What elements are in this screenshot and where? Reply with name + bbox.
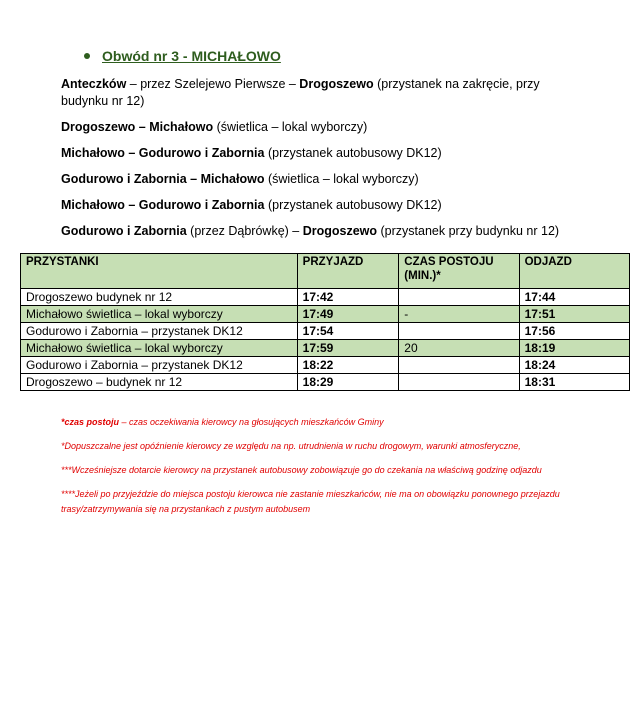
cell-arrival: 17:49 — [297, 306, 399, 323]
footnote-text: ****Jeżeli po przyjeździe do miejsca postoju kierowca nie zastanie mieszkańców, nie ma on obowiązku ponownego przejazdu trasy/zatrzymywania się na przystankach z pustym autobusem — [61, 489, 560, 514]
footnote-text: ***Wcześniejsze dotarcie kierowcy na przystanek autobusowy zobowiązuje go do czekania na właściwą godzinę odjazdu — [61, 465, 542, 475]
table-row — [21, 357, 630, 374]
route-part: (świetlica – lokal wyborczy) — [213, 120, 368, 134]
cell-stop: Godurowo i Zabornia – przystanek DK12 — [21, 357, 298, 374]
heading-text: Obwód nr 3 - MICHAŁOWO — [102, 48, 281, 64]
route-part: (przystanek na zakręcie, przy budynku nr 12) — [61, 77, 540, 108]
route-part: – przez Szelejewo Pierwsze – — [126, 77, 300, 91]
footnote-text: – czas oczekiwania kierowcy na głosujących mieszkańców Gminy — [119, 417, 384, 427]
footnote — [61, 439, 581, 454]
table-body — [21, 289, 630, 391]
table-row — [21, 306, 630, 323]
cell-arrival: 18:22 — [297, 357, 399, 374]
table-row — [21, 289, 630, 306]
cell-departure: 17:51 — [519, 306, 629, 323]
route-part: (przystanek autobusowy DK12) — [264, 198, 442, 212]
cell-stop: Drogoszewo budynek nr 12 — [21, 289, 298, 306]
cell-stop: Michałowo świetlica – lokal wyborczy — [21, 340, 298, 357]
bullet-icon — [84, 53, 90, 59]
table-header-row — [21, 254, 630, 289]
route-part: (przystanek autobusowy DK12) — [264, 146, 442, 160]
cell-departure: 18:19 — [519, 340, 629, 357]
footnote-term: *czas postoju — [61, 417, 120, 427]
cell-departure: 18:24 — [519, 357, 629, 374]
route-part: (przez Dąbrówkę) – — [186, 224, 303, 238]
route-part: Drogoszewo — [302, 224, 378, 238]
footnote — [61, 487, 581, 517]
cell-wait — [399, 357, 519, 374]
route-list — [61, 76, 581, 249]
cell-stop: Michałowo świetlica – lokal wyborczy — [21, 306, 298, 323]
footnote — [61, 415, 581, 430]
cell-arrival: 17:42 — [297, 289, 399, 306]
section-heading — [84, 48, 281, 64]
table-row — [21, 323, 630, 340]
footnote — [61, 463, 581, 478]
cell-stop: Godurowo i Zabornia – przystanek DK12 — [21, 323, 298, 340]
route-line — [61, 223, 581, 240]
route-part: Michałowo – Godurowo i Zabornia — [61, 146, 265, 160]
schedule-table — [20, 253, 630, 391]
footnotes — [61, 415, 581, 526]
route-line — [61, 145, 581, 162]
route-part: Anteczków — [61, 77, 127, 91]
route-line — [61, 197, 581, 214]
route-part: Godurowo i Zabornia – Michałowo — [61, 172, 265, 186]
table-row — [21, 340, 630, 357]
cell-wait — [399, 374, 519, 391]
cell-arrival: 18:29 — [297, 374, 399, 391]
route-part: Michałowo – Godurowo i Zabornia — [61, 198, 265, 212]
route-line — [61, 76, 581, 110]
cell-departure: 17:56 — [519, 323, 629, 340]
route-part: Drogoszewo — [299, 77, 374, 91]
route-part: (przystanek przy budynku nr 12) — [377, 224, 560, 238]
cell-arrival: 17:54 — [297, 323, 399, 340]
header-departure: ODJAZD — [519, 254, 629, 289]
cell-arrival: 17:59 — [297, 340, 399, 357]
header-stops: PRZYSTANKI — [21, 254, 298, 289]
route-part: (świetlica – lokal wyborczy) — [264, 172, 419, 186]
header-wait: CZAS POSTOJU (MIN.)* — [399, 254, 519, 289]
route-part: Drogoszewo – Michałowo — [61, 120, 214, 134]
route-part: Godurowo i Zabornia — [61, 224, 187, 238]
cell-departure: 18:31 — [519, 374, 629, 391]
footnote-text: *Dopuszczalne jest opóźnienie kierowcy ze względu na np. utrudnienia w ruchu drogowym, warunki atmosferyczne, — [61, 441, 521, 451]
cell-wait: - — [399, 306, 519, 323]
cell-wait — [399, 323, 519, 340]
header-arrival: PRZYJAZD — [297, 254, 399, 289]
route-line — [61, 171, 581, 188]
cell-departure: 17:44 — [519, 289, 629, 306]
cell-wait — [399, 289, 519, 306]
cell-wait: 20 — [399, 340, 519, 357]
table-row — [21, 374, 630, 391]
route-line — [61, 119, 581, 136]
cell-stop: Drogoszewo – budynek nr 12 — [21, 374, 298, 391]
